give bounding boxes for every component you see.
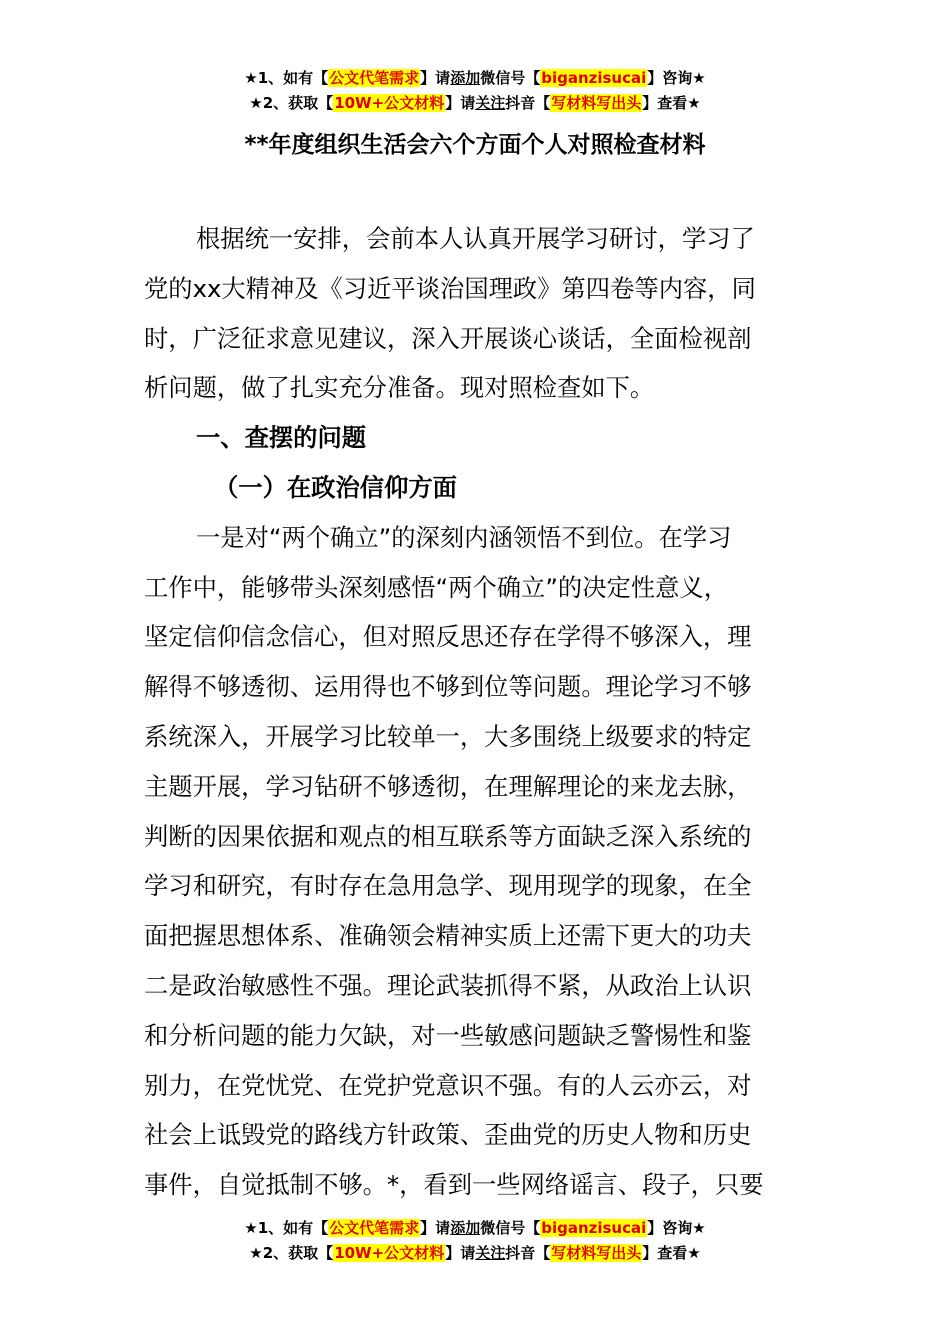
banner-underlined-text: 关注 [475, 1244, 506, 1262]
banner-text: 】请 [420, 1219, 451, 1237]
paragraph-line: 主题开展，学习钻研不够透彻，在理解理论的来龙去脉， [144, 771, 752, 801]
paragraph-line: 社会上诋毁党的路线方针政策、歪曲党的历史人物和历史 [144, 1120, 752, 1150]
banner-text: 】请 [445, 1244, 476, 1262]
paragraph-line: 坚定信仰信念信心，但对照反思还存在学得不够深入，理 [144, 622, 752, 652]
banner-text: ★2、获取【 [249, 1244, 334, 1262]
highlight-wechat-id: biganzisucai [541, 69, 647, 87]
highlight-materials: 10W+公文材料 [334, 94, 445, 112]
footer-banner [0, 1216, 950, 1266]
banner-text: 】查看★ [642, 1244, 701, 1262]
banner-underlined-text: 关注 [475, 94, 506, 112]
banner-line-1 [0, 66, 950, 91]
paragraph-line: 工作中，能够带头深刻感悟“两个确立”的决定性意义， [144, 572, 729, 602]
paragraph-line: 时，广泛征求意见建议，深入开展谈心谈话，全面检视剖 [144, 323, 752, 353]
banner-text: 】咨询★ [647, 69, 706, 87]
paragraph-line: 根据统一安排，会前本人认真开展学习研讨，学习了 [196, 224, 755, 253]
document-body [144, 214, 808, 1210]
banner-line-2 [0, 1241, 950, 1266]
banner-text: 】咨询★ [647, 1219, 706, 1237]
paragraph-line: 别力，在党忧党、在党护党意识不强。有的人云亦云，对 [144, 1070, 752, 1100]
paragraph-line: 二是政治敏感性不强。理论武装抓得不紧，从政治上认识 [144, 970, 752, 1000]
paragraph-line: 一是对“两个确立”的深刻内涵领悟不到位。在学习 [196, 522, 732, 552]
banner-text: 】查看★ [642, 94, 701, 112]
header-banner [0, 66, 950, 116]
banner-underlined-text: 添加 [450, 69, 481, 87]
banner-text: ★1、如有【 [244, 69, 329, 87]
banner-text: 】请 [420, 69, 451, 87]
paragraph-line: 和分析问题的能力欠缺，对一些敏感问题缺乏警惕性和鉴 [144, 1020, 752, 1050]
highlight-douyin-id: 写材料写出头 [551, 1244, 642, 1262]
paragraph-line: 析问题，做了扎实充分准备。现对照检查如下。 [144, 373, 655, 403]
banner-text: 微信号【 [480, 69, 541, 87]
highlight-service: 公文代笔需求 [329, 1219, 420, 1237]
highlight-materials: 10W+公文材料 [334, 1244, 445, 1262]
paragraph-line: 判断的因果依据和观点的相互联系等方面缺乏深入系统的 [144, 821, 752, 851]
paragraph-line: 党的xx大精神及《习近平谈治国理政》第四卷等内容，同 [144, 273, 756, 303]
paragraph-line: 系统深入，开展学习比较单一，大多围绕上级要求的特定 [144, 721, 752, 751]
highlight-wechat-id: biganzisucai [541, 1219, 647, 1237]
banner-line-2 [0, 91, 950, 116]
banner-underlined-text: 添加 [450, 1219, 481, 1237]
paragraph-line: 面把握思想体系、准确领会精神实质上还需下更大的功夫 [144, 921, 752, 951]
banner-text: ★1、如有【 [244, 1219, 329, 1237]
section-heading: 一、查摆的问题 [196, 423, 367, 453]
highlight-douyin-id: 写材料写出头 [551, 94, 642, 112]
paragraph-line: 事件，自觉抵制不够。*，看到一些网络谣言、段子，只要 [144, 1170, 764, 1200]
highlight-service: 公文代笔需求 [329, 69, 420, 87]
banner-text: ★2、获取【 [249, 94, 334, 112]
document-title: **年度组织生活会六个方面个人对照检查材料 [244, 132, 706, 158]
paragraph-line: 学习和研究，有时存在急用急学、现用现学的现象，在全 [144, 871, 752, 901]
banner-text: 抖音【 [505, 94, 551, 112]
banner-text: 抖音【 [505, 1244, 551, 1262]
banner-line-1 [0, 1216, 950, 1241]
banner-text: 】请 [445, 94, 476, 112]
paragraph-line: 解得不够透彻、运用得也不够到位等问题。理论学习不够 [144, 672, 752, 702]
subsection-heading: （一）在政治信仰方面 [214, 472, 457, 502]
banner-text: 微信号【 [480, 1219, 541, 1237]
